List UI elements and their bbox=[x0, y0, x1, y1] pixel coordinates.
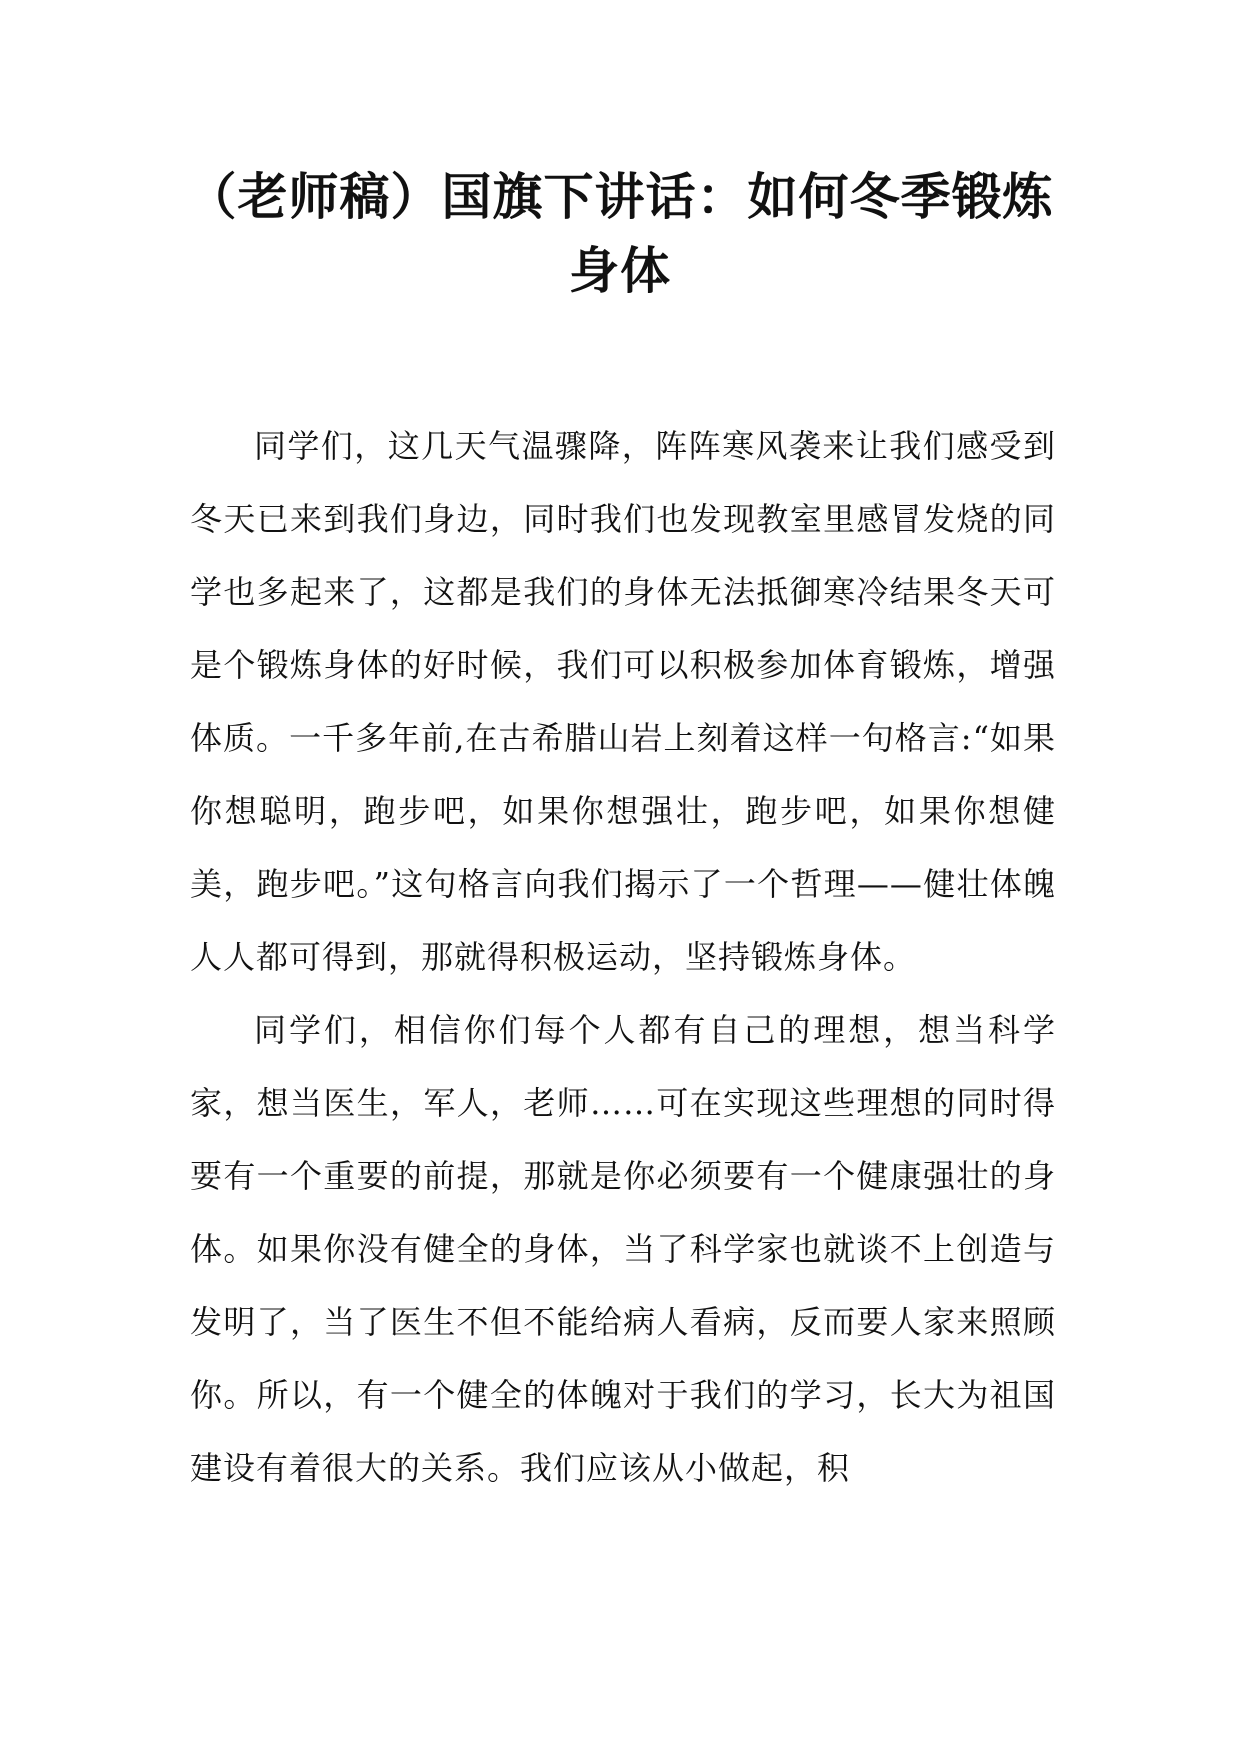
title-line-2: 身体 bbox=[569, 242, 671, 300]
page-title bbox=[150, 160, 1090, 308]
title-line-1: （老师稿）国旗下讲话：如何冬季锻炼 bbox=[186, 168, 1054, 226]
paragraph-2: 同学们，相信你们每个人都有自己的理想，想当科学家，想当医生，军人，老师……可在实现这些理想的同时得要有一个重要的前提，那就是你必须要有一个健康强壮的身体。如果你没有健全的身体，当了科学家也就谈不上创造与发明了，当了医生不但不能给病人看病，反而要人家来照顾你。所以，有一个健全的体魄对于我们的学习，长大为祖国建设有着很大的关系。我们应该从小做起，积 bbox=[190, 1011, 1056, 1487]
paragraph-1: 同学们，这几天气温骤降，阵阵寒风袭来让我们感受到冬天已来到我们身边，同时我们也发现教室里感冒发烧的同学也多起来了，这都是我们的身体无法抵御寒冷结果冬天可是个锻炼身体的好时候，我们可以积极参加体育锻炼，增强体质。一千多年前,在古希腊山岩上刻着这样一句格言:“如果你想聪明，跑步吧，如果你想强壮，跑步吧，如果你想健美，跑步吧。”这句格言向我们揭示了一个哲理——健壮体魄人人都可得到，那就得积极运动，坚持锻炼身体。 bbox=[190, 427, 1056, 976]
document-body bbox=[190, 410, 1056, 1505]
